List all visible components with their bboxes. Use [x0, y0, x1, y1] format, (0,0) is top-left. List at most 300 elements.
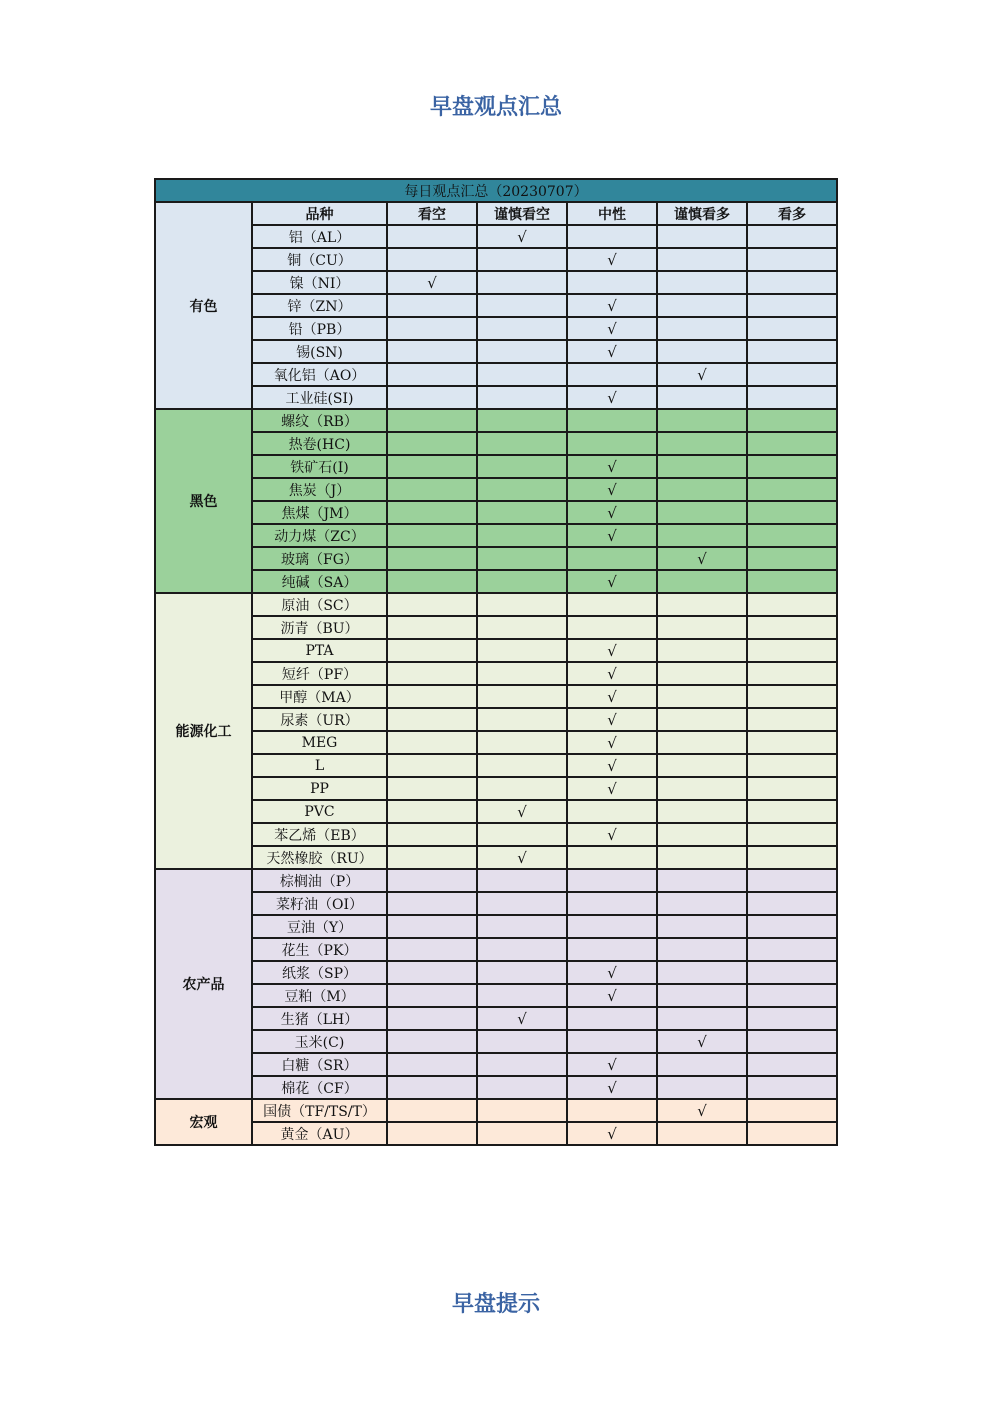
item-name: 铁矿石(I): [252, 455, 387, 478]
view-cell: [567, 547, 657, 570]
view-cell: [477, 271, 567, 294]
item-name: 棉花（CF）: [252, 1076, 387, 1099]
view-cell: [387, 386, 477, 409]
check-mark-icon: √: [607, 986, 617, 1005]
check-mark-icon: √: [607, 1124, 617, 1143]
view-cell: [477, 1076, 567, 1099]
item-name: 棕榈油（P）: [252, 869, 387, 892]
item-name: 热卷(HC): [252, 432, 387, 455]
view-cell: [657, 685, 747, 708]
category-cell: 能源化工: [155, 593, 252, 869]
view-cell: [657, 1076, 747, 1099]
category-cell: 宏观: [155, 1099, 252, 1145]
view-cell: [387, 225, 477, 248]
view-cell: [567, 478, 657, 501]
view-cell: [477, 1007, 567, 1030]
view-cell: [477, 1099, 567, 1122]
check-mark-icon: √: [607, 319, 617, 338]
view-cell: [747, 823, 837, 846]
view-cell: [747, 478, 837, 501]
item-name: 豆粕（M）: [252, 984, 387, 1007]
section-heading: 早盘提示: [451, 1292, 540, 1317]
table-row: [155, 662, 837, 685]
view-cell: [477, 455, 567, 478]
view-cell: [747, 294, 837, 317]
view-cell: [387, 777, 477, 800]
view-cell: [387, 731, 477, 754]
table-row: [155, 317, 837, 340]
view-cell: [747, 225, 837, 248]
view-cell: [657, 869, 747, 892]
view-cell: [657, 731, 747, 754]
view-cell: [387, 478, 477, 501]
view-cell: [387, 455, 477, 478]
item-name: 工业硅(SI): [252, 386, 387, 409]
view-cell: [747, 386, 837, 409]
view-cell: [747, 685, 837, 708]
view-cell: [387, 501, 477, 524]
item-name: 甲醇（MA）: [252, 685, 387, 708]
view-cell: [567, 639, 657, 662]
view-cell: [477, 938, 567, 961]
view-cell: [387, 432, 477, 455]
view-cell: [477, 1122, 567, 1145]
view-cell: [387, 409, 477, 432]
item-name: 天然橡胶（RU）: [252, 846, 387, 869]
table-row: [155, 892, 837, 915]
table-row: [155, 455, 837, 478]
table-row: [155, 570, 837, 593]
view-cell: [477, 294, 567, 317]
view-cell: [747, 409, 837, 432]
view-cell: [387, 340, 477, 363]
check-mark-icon: √: [607, 641, 617, 660]
view-cell: [567, 386, 657, 409]
view-cell: [477, 547, 567, 570]
view-cell: [747, 938, 837, 961]
view-cell: [477, 1030, 567, 1053]
view-cell: [387, 1053, 477, 1076]
view-cell: [387, 639, 477, 662]
table-row: [155, 432, 837, 455]
check-mark-icon: √: [607, 503, 617, 522]
view-cell: [567, 340, 657, 363]
view-cell: [747, 432, 837, 455]
view-cell: [477, 754, 567, 777]
table-row: [155, 524, 837, 547]
table-row: [155, 961, 837, 984]
view-cell: [387, 892, 477, 915]
view-cell: [477, 777, 567, 800]
table-row: [155, 1076, 837, 1099]
item-name: 生猪（LH）: [252, 1007, 387, 1030]
view-cell: [477, 248, 567, 271]
view-cell: [567, 846, 657, 869]
view-cell: [657, 892, 747, 915]
view-cell: [477, 800, 567, 823]
view-cell: [477, 340, 567, 363]
view-cell: [747, 915, 837, 938]
view-cell: [657, 708, 747, 731]
category-cell: 黑色: [155, 409, 252, 593]
view-cell: [747, 363, 837, 386]
item-name: 苯乙烯（EB）: [252, 823, 387, 846]
view-cell: [567, 570, 657, 593]
check-mark-icon: √: [517, 848, 527, 867]
check-mark-icon: √: [607, 250, 617, 269]
view-cell: [657, 823, 747, 846]
table-row: [155, 501, 837, 524]
table-row: [155, 777, 837, 800]
item-name: 铜（CU）: [252, 248, 387, 271]
table-row: [155, 616, 837, 639]
view-cell: [747, 961, 837, 984]
view-cell: [477, 593, 567, 616]
view-cell: [387, 547, 477, 570]
view-cell: [387, 1030, 477, 1053]
check-mark-icon: √: [607, 1078, 617, 1097]
item-name: 动力煤（ZC）: [252, 524, 387, 547]
view-cell: [747, 593, 837, 616]
table-row: [155, 1007, 837, 1030]
view-cell: [657, 800, 747, 823]
view-cell: [387, 1076, 477, 1099]
view-cell: [477, 731, 567, 754]
item-name: 玻璃（FG）: [252, 547, 387, 570]
view-cell: [657, 478, 747, 501]
view-cell: [657, 1099, 747, 1122]
table-row: [155, 938, 837, 961]
check-mark-icon: √: [697, 549, 707, 568]
view-cell: [387, 823, 477, 846]
view-cell: [657, 524, 747, 547]
table-row: [155, 386, 837, 409]
category-cell: 农产品: [155, 869, 252, 1099]
view-cell: [657, 409, 747, 432]
table-row: [155, 294, 837, 317]
view-cell: [567, 662, 657, 685]
view-cell: [747, 731, 837, 754]
header-row: [155, 202, 837, 225]
table-row: [155, 639, 837, 662]
view-cell: [657, 1007, 747, 1030]
view-cell: [657, 455, 747, 478]
check-mark-icon: √: [607, 296, 617, 315]
view-cell: [567, 1122, 657, 1145]
check-mark-icon: √: [607, 526, 617, 545]
table-row: [155, 478, 837, 501]
check-mark-icon: √: [517, 227, 527, 246]
table-row: [155, 271, 837, 294]
table-row: [155, 823, 837, 846]
item-name: 玉米(C): [252, 1030, 387, 1053]
table-row: [155, 1030, 837, 1053]
check-mark-icon: √: [607, 733, 617, 752]
table-row: [155, 800, 837, 823]
view-cell: [657, 662, 747, 685]
view-cell: [387, 363, 477, 386]
view-cell: [477, 524, 567, 547]
item-name: PTA: [252, 639, 387, 662]
daily-views-table: [154, 178, 838, 1146]
view-cell: [747, 570, 837, 593]
table-row: [155, 363, 837, 386]
item-name: 铝（AL）: [252, 225, 387, 248]
view-cell: [657, 846, 747, 869]
check-mark-icon: √: [607, 480, 617, 499]
view-cell: [747, 1053, 837, 1076]
page-title: 早盘观点汇总: [429, 95, 562, 120]
view-cell: [567, 800, 657, 823]
view-cell: [747, 984, 837, 1007]
view-cell: [747, 869, 837, 892]
view-cell: [747, 846, 837, 869]
view-cell: [657, 1122, 747, 1145]
view-cell: [387, 961, 477, 984]
item-name: 花生（PK）: [252, 938, 387, 961]
view-cell: [657, 386, 747, 409]
check-mark-icon: √: [697, 1032, 707, 1051]
view-cell: [387, 294, 477, 317]
view-cell: [567, 869, 657, 892]
check-mark-icon: √: [607, 825, 617, 844]
table-row: [155, 340, 837, 363]
view-cell: [747, 317, 837, 340]
item-name: 氧化铝（AO）: [252, 363, 387, 386]
view-cell: [747, 271, 837, 294]
view-cell: [657, 432, 747, 455]
view-cell: [387, 938, 477, 961]
view-cell: [477, 662, 567, 685]
check-mark-icon: √: [607, 342, 617, 361]
view-cell: [567, 271, 657, 294]
item-name: 沥青（BU）: [252, 616, 387, 639]
view-cell: [747, 455, 837, 478]
view-cell: [747, 547, 837, 570]
view-cell: [657, 363, 747, 386]
table-row: [155, 731, 837, 754]
view-cell: [657, 961, 747, 984]
view-cell: [387, 271, 477, 294]
view-cell: [387, 662, 477, 685]
view-cell: [477, 708, 567, 731]
view-cell: [477, 685, 567, 708]
view-cell: [567, 616, 657, 639]
check-mark-icon: √: [607, 710, 617, 729]
view-cell: [657, 915, 747, 938]
view-cell: [387, 593, 477, 616]
view-cell: [567, 984, 657, 1007]
view-cell: [567, 1076, 657, 1099]
view-cell: [477, 961, 567, 984]
item-name: L: [252, 754, 387, 777]
view-cell: [387, 984, 477, 1007]
item-name: 螺纹（RB）: [252, 409, 387, 432]
view-cell: [567, 593, 657, 616]
view-cell: [567, 455, 657, 478]
view-cell: [657, 639, 747, 662]
item-name: 镍（NI）: [252, 271, 387, 294]
item-name: 黄金（AU）: [252, 1122, 387, 1145]
view-cell: [747, 708, 837, 731]
view-cell: [567, 915, 657, 938]
view-cell: [747, 616, 837, 639]
view-cell: [657, 1053, 747, 1076]
view-cell: [567, 501, 657, 524]
view-cell: [567, 1053, 657, 1076]
table-row: [155, 708, 837, 731]
view-cell: [567, 1099, 657, 1122]
item-name: 菜籽油（OI）: [252, 892, 387, 915]
check-mark-icon: √: [607, 457, 617, 476]
item-name: MEG: [252, 731, 387, 754]
view-cell: [567, 317, 657, 340]
check-mark-icon: √: [607, 388, 617, 407]
view-cell: [567, 823, 657, 846]
view-cell: [747, 1007, 837, 1030]
view-cell: [657, 340, 747, 363]
table-row: [155, 593, 837, 616]
view-cell: [567, 938, 657, 961]
item-name: 白糖（SR）: [252, 1053, 387, 1076]
table-row: [155, 984, 837, 1007]
view-cell: [747, 1030, 837, 1053]
view-cell: [567, 731, 657, 754]
column-header: 看空: [387, 202, 477, 225]
view-cell: [567, 754, 657, 777]
item-name: 国债（TF/TS/T）: [252, 1099, 387, 1122]
view-cell: [567, 961, 657, 984]
view-cell: [657, 1030, 747, 1053]
view-cell: [657, 616, 747, 639]
check-mark-icon: √: [517, 802, 527, 821]
view-cell: [657, 294, 747, 317]
view-cell: [477, 501, 567, 524]
view-cell: [567, 777, 657, 800]
table-row: [155, 1122, 837, 1145]
check-mark-icon: √: [607, 1055, 617, 1074]
item-name: PP: [252, 777, 387, 800]
view-cell: [657, 570, 747, 593]
view-cell: [567, 363, 657, 386]
view-cell: [387, 800, 477, 823]
view-cell: [747, 501, 837, 524]
column-header: 看多: [747, 202, 837, 225]
table-row: [155, 547, 837, 570]
column-header: 中性: [567, 202, 657, 225]
view-cell: [747, 340, 837, 363]
view-cell: [477, 639, 567, 662]
check-mark-icon: √: [607, 572, 617, 591]
view-cell: [567, 432, 657, 455]
table-row: [155, 869, 837, 892]
view-cell: [477, 846, 567, 869]
table-row: [155, 754, 837, 777]
table-row: [155, 846, 837, 869]
view-cell: [477, 823, 567, 846]
view-cell: [747, 754, 837, 777]
check-mark-icon: √: [517, 1009, 527, 1028]
view-cell: [477, 616, 567, 639]
view-cell: [567, 1007, 657, 1030]
item-name: 焦煤（JM）: [252, 501, 387, 524]
view-cell: [567, 524, 657, 547]
view-cell: [387, 869, 477, 892]
column-header: 谨慎看空: [477, 202, 567, 225]
item-name: 纯碱（SA）: [252, 570, 387, 593]
item-name: PVC: [252, 800, 387, 823]
table-row: [155, 409, 837, 432]
view-cell: [477, 984, 567, 1007]
view-cell: [477, 570, 567, 593]
view-cell: [477, 1053, 567, 1076]
check-mark-icon: √: [427, 273, 437, 292]
view-cell: [477, 915, 567, 938]
view-cell: [387, 685, 477, 708]
view-cell: [747, 524, 837, 547]
view-cell: [387, 1007, 477, 1030]
view-cell: [747, 1099, 837, 1122]
view-cell: [657, 271, 747, 294]
item-name: 尿素（UR）: [252, 708, 387, 731]
check-mark-icon: √: [697, 1101, 707, 1120]
view-cell: [657, 984, 747, 1007]
view-cell: [477, 317, 567, 340]
view-cell: [387, 524, 477, 547]
view-cell: [387, 846, 477, 869]
check-mark-icon: √: [607, 687, 617, 706]
view-cell: [567, 225, 657, 248]
view-cell: [387, 915, 477, 938]
view-cell: [477, 892, 567, 915]
check-mark-icon: √: [607, 963, 617, 982]
table-row: [155, 915, 837, 938]
view-cell: [477, 225, 567, 248]
view-cell: [747, 892, 837, 915]
view-cell: [567, 892, 657, 915]
view-cell: [387, 570, 477, 593]
view-cell: [567, 294, 657, 317]
item-name: 原油（SC）: [252, 593, 387, 616]
view-cell: [567, 248, 657, 271]
view-cell: [657, 593, 747, 616]
view-cell: [387, 1122, 477, 1145]
item-name: 焦炭（J）: [252, 478, 387, 501]
item-name: 锡(SN): [252, 340, 387, 363]
view-cell: [567, 685, 657, 708]
check-mark-icon: √: [607, 756, 617, 775]
view-cell: [747, 800, 837, 823]
table-title: 每日观点汇总（20230707）: [155, 179, 837, 202]
check-mark-icon: √: [697, 365, 707, 384]
view-cell: [657, 248, 747, 271]
view-cell: [747, 639, 837, 662]
check-mark-icon: √: [607, 664, 617, 683]
item-name: 豆油（Y）: [252, 915, 387, 938]
view-cell: [747, 662, 837, 685]
column-header: 谨慎看多: [657, 202, 747, 225]
view-cell: [477, 363, 567, 386]
view-cell: [747, 1122, 837, 1145]
table-row: [155, 225, 837, 248]
item-name: 纸浆（SP）: [252, 961, 387, 984]
table-row: [155, 248, 837, 271]
view-cell: [387, 708, 477, 731]
category-cell: 有色: [155, 202, 252, 409]
view-cell: [387, 616, 477, 639]
item-name: 锌（ZN）: [252, 294, 387, 317]
view-cell: [387, 754, 477, 777]
